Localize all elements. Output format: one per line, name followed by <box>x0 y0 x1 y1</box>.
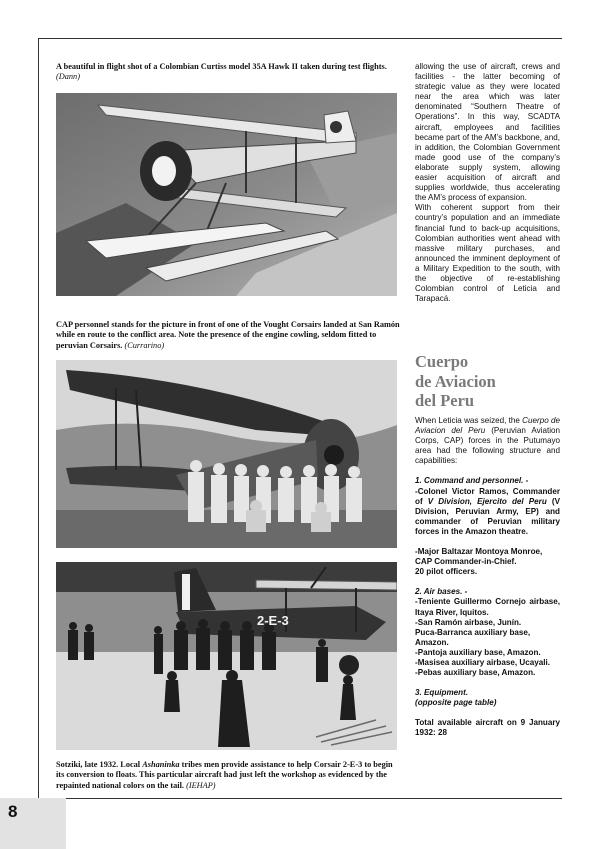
section1-commander <box>415 487 560 537</box>
column-lower-text <box>415 416 560 739</box>
paragraph-leticia-seized <box>415 416 560 466</box>
page-frame-bottom <box>38 798 562 799</box>
section2-title: 2. Air bases. - <box>415 587 468 597</box>
airbase-item: -Teniente Guillermo Cornejo airbase, Itaya River, Iquitos. <box>415 597 560 617</box>
photo2-caption <box>56 320 400 351</box>
section3-subtitle: (opposite page table) <box>415 698 497 708</box>
photo2-credit: (Currarino) <box>124 340 165 350</box>
airbase-item: Puca-Barranca auxiliary base, Amazon. <box>415 627 531 647</box>
total-aircraft: Total available aircraft on 9 January 1932: 28 <box>415 718 560 738</box>
airbase-item: -Masisea auxiliary airbase, Ucayali. <box>415 657 550 667</box>
sec1-text-a: -Colonel Victor Ramos, Commander of <box>415 486 560 506</box>
photo3-caption-italic: Ashaninka <box>142 760 180 769</box>
photo1-caption-text: A beautiful in flight shot of a Colombian Curtiss model 35A Hawk II taken during test flights. <box>56 62 387 71</box>
airbase-item: -San Ramón airbase, Junín. <box>415 617 522 627</box>
column-upper-text <box>415 62 560 304</box>
page-frame-left <box>38 38 39 798</box>
page-frame-top <box>38 38 562 39</box>
para3-text-b: (Peruvian Aviation Corps, CAP) forces in the Putumayo area had the following structure and capabilities: <box>415 426 560 466</box>
photo-corsair-2e3-ashaninka <box>56 562 397 750</box>
heading-line-2: de Aviacion <box>415 371 496 391</box>
section-heading-cuerpo-aviacion <box>415 352 560 411</box>
para3-text-a: When Leticia was seized, the <box>415 416 523 425</box>
heading-line-1: Cuerpo <box>415 352 469 371</box>
photo1-credit: (Dann) <box>56 72 80 82</box>
heading-line-3: del Peru <box>415 391 475 410</box>
photo-curtiss-hawk <box>56 93 397 296</box>
photo3-caption-text-b: tribes men provide assistance to help Corsair 2-E-3 to begin its conversion to floats. This particular aircraft had just left the workshop as evidenced by the repainted national colors on the tail. <box>56 760 393 790</box>
photo-vought-corsair-personnel <box>56 360 397 548</box>
para3-italic: Cuerpo de Aviacion del Peru <box>415 416 560 436</box>
section3-title: 3. Equipment. <box>415 688 469 698</box>
paragraph-scadta: allowing the use of aircraft, crews and facilities - the latter becoming of strategic value as they were located near the area which was later denominated “Southern Theatre of Operations”. In this way, SCADTA aircraft, employees and facilities became part of the AM’s backbone, and, in addition, the Colombian Government made good use of the company’s elaborate supply system, allowing easier acquisition of aircraft and supplies worldwide, thus accelerating the AM’s process of expansion. <box>415 62 560 203</box>
fuselage-code: 2-E-3 <box>257 613 289 628</box>
section1-major: -Major Baltazar Montoya Monroe, CAP Commander-in-Chief. <box>415 547 543 567</box>
section1-title: 1. Command and personnel. - <box>415 476 529 486</box>
page-number: 8 <box>8 802 18 821</box>
photo1-caption <box>56 62 400 83</box>
photo3-caption-text-a: Sotziki, late 1932. Local <box>56 760 143 769</box>
sec1-text-b: (V Division, Peruvian Army, EP) and commander of Peruvian military forces in the Amazon theatre. <box>415 496 561 536</box>
section1-pilots: 20 pilot officers. <box>415 567 478 577</box>
paragraph-colombian-support: With coherent support from their country’s population and an immediate financial fund to back-up acquisitions, Colombian authorities went ahead with massive military purchases, and announced the imminent deployment of a Military Expedition to the south, with the objective of re-establishing Colombian control of Leticia and Tarapacá. <box>415 203 560 304</box>
airbase-item: -Pebas auxiliary base, Amazon. <box>415 668 536 678</box>
sec1-italic: V Division, Ejercito del Peru <box>427 496 547 506</box>
airbase-item: -Pantoja auxiliary base, Amazon. <box>415 647 541 657</box>
photo2-caption-text: CAP personnel stands for the picture in front of one of the Vought Corsairs landed at San Ramón while en route to the conflict area. Note the presence of the engine cowling, seldom fitted to peruvian Corsairs. <box>56 320 400 350</box>
photo3-caption <box>56 760 400 791</box>
photo3-credit: (IEHAP) <box>186 780 216 790</box>
